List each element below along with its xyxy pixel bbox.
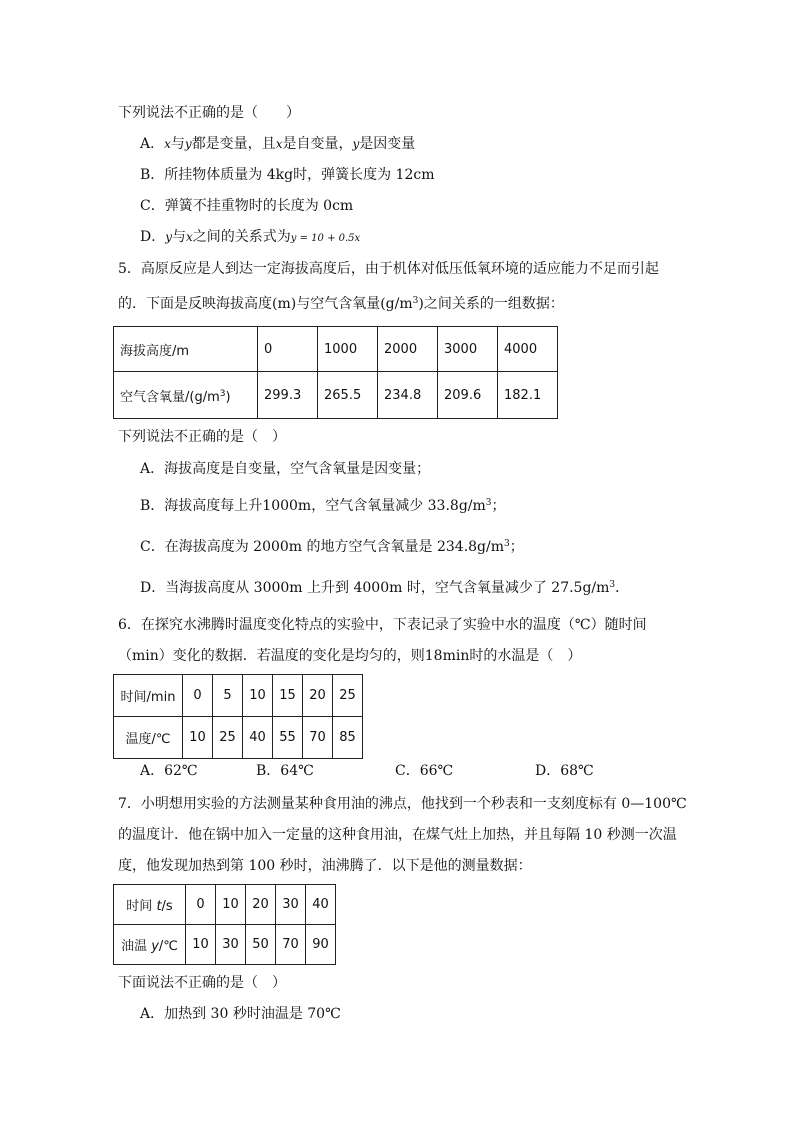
q4-prompt: 下列说法不正确的是（ ） (118, 105, 300, 121)
table-cell: 90 (306, 925, 336, 965)
table-row (114, 372, 558, 419)
table-cell: 4000 (498, 327, 558, 372)
table-cell: 0 (183, 675, 213, 717)
q7-stem-line3: 度，他发现加热到第 100 秒时，油沸腾了．以下是他的测量数据： (118, 858, 532, 874)
table-cell: 10 (243, 675, 273, 717)
table-cell: 1000 (318, 327, 378, 372)
q5-stem-line1: 5．高原反应是人到达一定海拔高度后，由于机体对低压低氧环境的适应能力不足而引起 (118, 261, 659, 277)
q5-option-a: A．海拔高度是自变量，空气含氧量是因变量； (140, 461, 431, 477)
table-cell: 25 (213, 717, 243, 759)
table-cell: 209.6 (438, 372, 498, 419)
q7-data-table (113, 884, 336, 965)
q6-data-table (113, 674, 363, 759)
table-cell: 0 (186, 885, 216, 925)
table-header-oxygen: 空气含氧量$/(g/m^3)$ (114, 372, 258, 419)
q7-prompt: 下面说法不正确的是（ ） (118, 975, 286, 991)
q7-stem-line2: 的温度计．他在锅中加入一定量的这种食用油，在煤气灶上加热，并且每隔 10 秒测一次温 (118, 827, 677, 843)
table-header-temperature: 温度/℃ (114, 717, 183, 759)
table-header-time: 时间/min (114, 675, 183, 717)
table-cell: 0 (258, 327, 318, 372)
q4-option-d: D．y与x之间的关系式为y = 10 + 0.5x (140, 229, 361, 245)
table-cell: 70 (276, 925, 306, 965)
table-row (114, 925, 336, 965)
table-cell: 20 (303, 675, 333, 717)
table-cell: 10 (183, 717, 213, 759)
q7-option-a: A．加热到 30 秒时油温是 70℃ (140, 1006, 341, 1022)
table-cell: 30 (216, 925, 246, 965)
q6-choice-b: B．64℃ (256, 763, 314, 779)
table-cell: 70 (303, 717, 333, 759)
table-cell: 265.5 (318, 372, 378, 419)
q6-choice-a: A．62℃ (140, 763, 198, 779)
q6-choice-d: D．68℃ (535, 763, 594, 779)
table-cell: 3000 (438, 327, 498, 372)
q5-prompt: 下列说法不正确的是（ ） (118, 429, 286, 445)
table-row (114, 327, 558, 372)
q5-data-table (113, 326, 558, 419)
q5-option-d: D．当海拔高度从 3000m 上升到 4000m 时，空气含氧量减少了 $27.5g/m^3$． (140, 580, 630, 596)
table-row (114, 885, 336, 925)
table-cell: 40 (243, 717, 273, 759)
q6-stem-line2: （min）变化的数据．若温度的变化是均匀的，则18min时的水温是（ ） (118, 648, 582, 664)
table-header-time: 时间 t/s (114, 885, 186, 925)
table-header-altitude: 海拔高度/m (114, 327, 258, 372)
table-cell: 2000 (378, 327, 438, 372)
table-cell: 50 (246, 925, 276, 965)
table-cell: 182.1 (498, 372, 558, 419)
table-cell: 10 (186, 925, 216, 965)
q6-stem-line1: 6．在探究水沸腾时温度变化特点的实验中，下表记录了实验中水的温度（℃）随时间 (118, 617, 647, 633)
table-cell: 299.3 (258, 372, 318, 419)
table-row (114, 675, 363, 717)
table-cell: 30 (276, 885, 306, 925)
table-cell: 20 (246, 885, 276, 925)
q6-choice-c: C．66℃ (395, 763, 454, 779)
table-cell: 25 (333, 675, 363, 717)
table-cell: 10 (216, 885, 246, 925)
table-cell: 234.8 (378, 372, 438, 419)
table-header-oil-temperature: 油温 y/℃ (114, 925, 186, 965)
q4-option-b: B．所挂物体质量为 4kg时，弹簧长度为 12cm (140, 167, 435, 183)
q5-option-c: C．在海拔高度为 2000m 的地方空气含氧量是 $234.8g/m^3$； (140, 539, 524, 555)
table-cell: 15 (273, 675, 303, 717)
table-cell: 55 (273, 717, 303, 759)
q4-option-a: A．x与y都是变量，且x是自变量，y是因变量 (140, 136, 416, 152)
table-cell: 5 (213, 675, 243, 717)
q5-stem-line2: 的．下面是反映海拔高度(m)与空气含氧量$(g/m^3)$之间关系的一组数据： (118, 296, 564, 312)
q7-stem-line1: 7．小明想用实验的方法测量某种食用油的沸点，他找到一个秒表和一支刻度标有 0—100℃ (118, 796, 687, 812)
table-cell: 85 (333, 717, 363, 759)
table-cell: 40 (306, 885, 336, 925)
table-row (114, 717, 363, 759)
q4-option-c: C．弹簧不挂重物时的长度为 0cm (140, 198, 354, 214)
q5-option-b: B．海拔高度每上升1000m，空气含氧量减少 $33.8g/m^3$； (140, 498, 506, 514)
